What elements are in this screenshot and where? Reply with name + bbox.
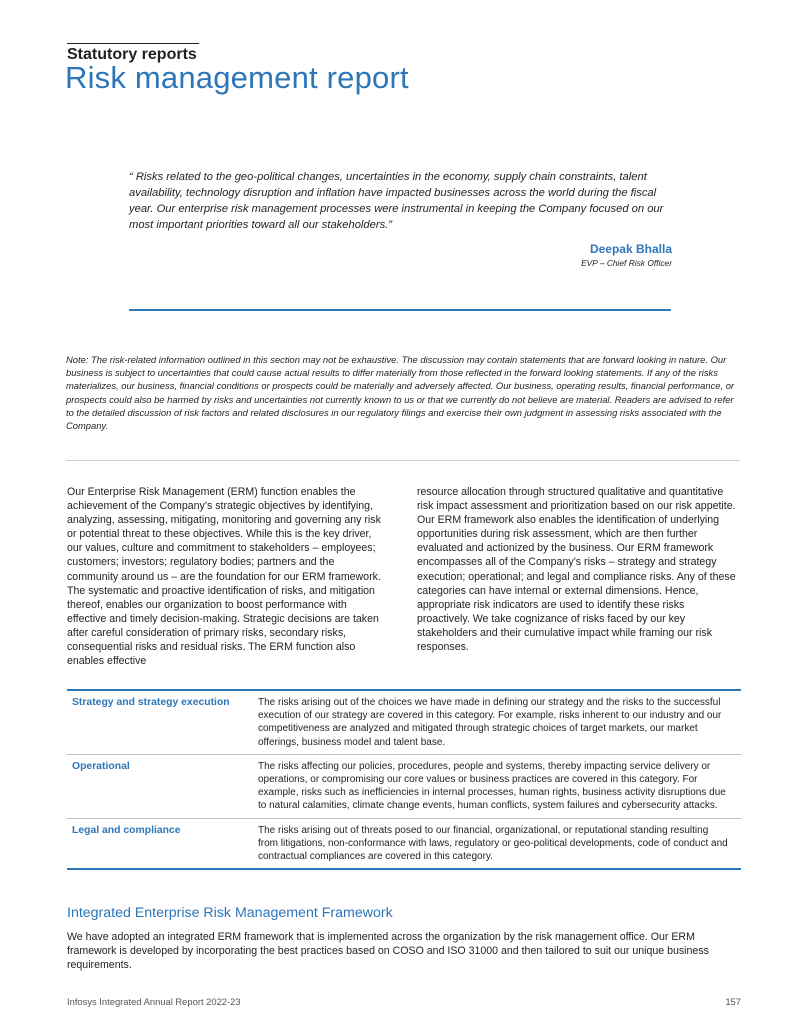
note-divider xyxy=(66,460,740,461)
risk-category-description: The risks arising out of threats posed to our financial, organizational, or reputational standing resulting from litigations, non-conformance with laws, regulatory or geo-political developments, code of conduct and contractual compliances are covered in this category. xyxy=(258,824,728,863)
risk-category-name: Operational xyxy=(72,760,130,772)
quote-author: Deepak Bhalla xyxy=(589,242,672,256)
body-column-right: resource allocation through structured qualitative and quantitative risk impact assessment and prioritization based on our risk appetite. Our ERM framework also enables the identification of underlying opportunities during risk assessment, which are then further evaluated and actionized by the business. Our ERM framework encompasses all of the Company’s risks – strategy and strategy execution; operational; and legal and compliance risks. Any of these categories can have internal or external dimensions. Hence, appropriate risk indicators are used to identify these risks proactively. We take cognizance of risks faced by our key stakeholders and their cumulative impact while framing our risk responses. xyxy=(417,486,736,654)
framework-text: We have adopted an integrated ERM framework that is implemented across the organization by the risk management office. Our ERM framework is developed by incorporating the best practices based on COSO and ISO 31000 and then tailored to suit our unique business requirements. xyxy=(67,931,709,972)
risk-row-strategy xyxy=(67,691,741,754)
quote-divider xyxy=(129,309,671,311)
risk-categories-table xyxy=(67,689,741,870)
risk-row-legal xyxy=(67,818,741,869)
risk-category-description: The risks arising out of the choices we have made in defining our strategy and the risks to the successful execution of our strategy are covered in this category. For example, risks inherent to our industry and our competitiveness are analyzed and mitigated through strategic choices of target markets, our market offerings, business model and talent base. xyxy=(258,697,722,748)
framework-heading: Integrated Enterprise Risk Management Framework xyxy=(67,905,393,921)
risk-category-name: Strategy and strategy execution xyxy=(72,697,230,708)
risk-category-description: The risks affecting our policies, procedures, people and systems, thereby impacting service delivery or operations, or compromising our core values or business practices are covered in this category. For example, risks such as inefficiencies in internal processes, human rights, business activity disruptions due to natural calamities, climate change events, human conflicts, system failures and cybersecurity attacks. xyxy=(258,760,726,812)
page-number: 157 xyxy=(725,996,741,1007)
page-title: Risk management report xyxy=(65,60,409,95)
risk-row-operational xyxy=(67,754,741,818)
section-label: Statutory reports xyxy=(67,46,197,63)
body-column-left: Our Enterprise Risk Management (ERM) function enables the achievement of the Company’s strategic objectives by identifying, analyzing, assessing, mitigating, monitoring and governing any risk or potential threat to these objectives. While this is the key driver, our values, culture and commitment to stakeholders – employees; customers; investors; regulatory bodies; partners and the community around us – are the foundation for our ERM framework. The systematic and proactive identification of risks, and mitigation thereof, enables our organization to boost performance with effective and timely decision-making. Strategic decisions are taken after careful consideration of primary risks, secondary risks, consequential risks and residual risks. The ERM function also enables effective xyxy=(67,486,381,668)
quote-author-role: EVP – Chief Risk Officer xyxy=(581,258,672,268)
footer-report-name: Infosys Integrated Annual Report 2022-23 xyxy=(67,996,241,1007)
risk-category-name: Legal and compliance xyxy=(72,824,181,836)
ceo-quote: “ Risks related to the geo-political changes, uncertainties in the economy, supply chain constraints, talent availability, technology disruption and inflation have impacted businesses across the world during the fiscal year. Our enterprise risk management processes were instrumental in keeping the Company focused on our most important priorities toward all our stakeholders.” xyxy=(129,171,664,231)
header-rule xyxy=(67,43,199,44)
disclaimer-note: Note: The risk-related information outlined in this section may not be exhaustive. The discussion may contain statements that are forward looking in nature. Our business is subject to uncertainties that could cause actual results to differ materially from those reflected in the forward looking statements. If any of the risks materializes, our business, financial conditions or prospects could be materially and adversely affected. Our business, operating results, financial performance, or prospects could also be harmed by risks and uncertainties not currently known to us or that we currently do not believe are material. Readers are advised to refer to the detailed discussion of risk factors and related disclosures in our regulatory filings and exercise their own judgment in assessing risks associated with the Company. xyxy=(66,354,735,432)
